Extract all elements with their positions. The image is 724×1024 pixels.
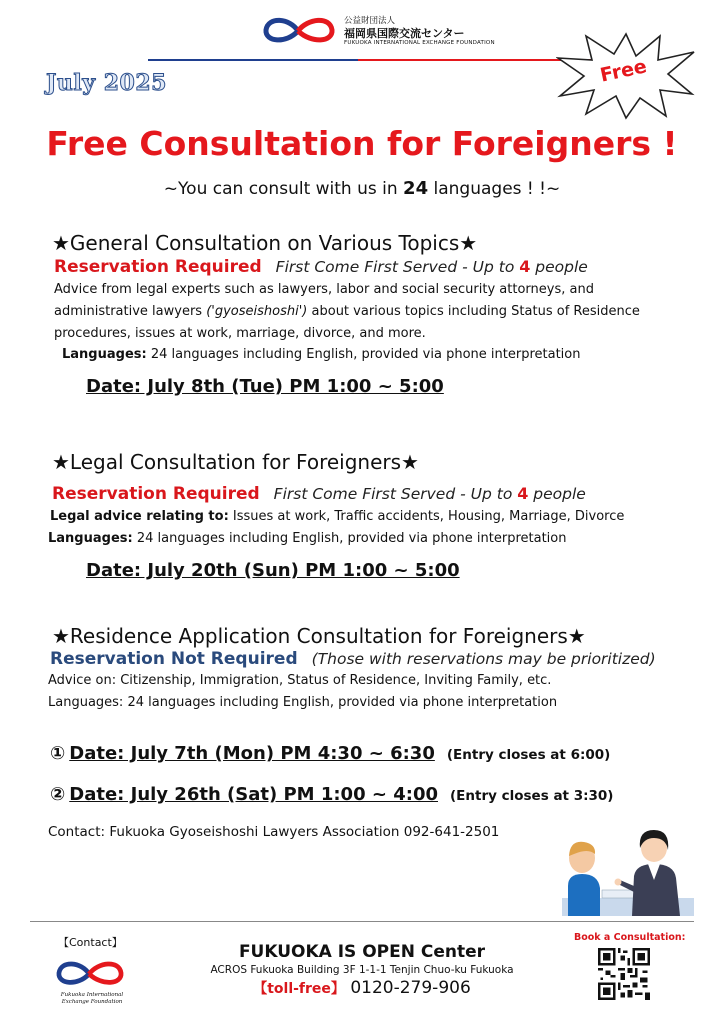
page-title: Free Consultation for Foreigners ! [46, 124, 678, 163]
general-languages: Languages: 24 languages including English, provided via phone interpretation [62, 347, 581, 362]
association-contact: Contact: Fukuoka Gyoseishoshi Lawyers Association 092-641-2501 [48, 824, 500, 840]
legal-advice: Legal advice relating to: Issues at work, Traffic accidents, Housing, Marriage, Divorce [50, 509, 625, 524]
general-desc-line-3: procedures, issues at work, marriage, divorce, and more. [54, 326, 426, 341]
free-badge-text: Free [598, 55, 649, 87]
foundation-logo-icon [262, 14, 336, 48]
legal-languages: Languages: 24 languages including English, provided via phone interpretation [48, 531, 567, 546]
residence-section-title: ★Residence Application Consultation for Foreigners★ [52, 624, 586, 648]
date-1-entry-note: (Entry closes at 6:00) [446, 747, 611, 763]
footer-logo-caption: Fukuoka International Exchange Foundation [60, 992, 124, 1005]
general-capacity-note: First Come First Served - Up to 4 people [275, 257, 588, 276]
org-name-jp: 福岡県国際交流センター [344, 27, 465, 40]
consultation-illustration-icon [562, 820, 694, 916]
general-desc-line-2: administrative lawyers ('gyoseishoshi') about various topics including Status of Residence [54, 304, 640, 319]
center-name: FUKUOKA IS OPEN Center [238, 942, 486, 962]
residence-reservation-status: Reservation Not Required [50, 649, 298, 669]
month-label: July 2025 [46, 70, 167, 96]
date-2-number: ② [50, 784, 66, 805]
residence-advice: Advice on: Citizenship, Immigration, Status of Residence, Inviting Family, etc. [48, 673, 552, 688]
toll-free-number: 0120-279-906 [344, 978, 471, 998]
legal-reservation-status: Reservation Required [52, 484, 260, 504]
footer-divider [30, 921, 694, 922]
org-type: 公益財団法人 [344, 16, 396, 26]
legal-date: Date: July 20th (Sun) PM 1:00 ~ 5:00 [86, 560, 460, 581]
legal-reservation [52, 484, 586, 504]
legal-section-title: ★Legal Consultation for Foreigners★ [52, 450, 419, 474]
org-name-en: FUKUOKA INTERNATIONAL EXCHANGE FOUNDATION [344, 40, 495, 46]
footer-contact-label: 【Contact】 [58, 936, 123, 949]
qr-code-icon[interactable] [598, 948, 650, 1000]
legal-capacity-note: First Come First Served - Up to 4 people [273, 484, 586, 503]
general-reservation [54, 257, 588, 277]
general-date: Date: July 8th (Tue) PM 1:00 ~ 5:00 [86, 376, 444, 397]
general-reservation-status: Reservation Required [54, 257, 262, 277]
date-2-entry-note: (Entry closes at 3:30) [450, 788, 614, 804]
header-rule-blue [148, 59, 358, 61]
general-description [54, 279, 640, 345]
toll-free-label: 【toll-free】 [253, 981, 345, 997]
free-badge [556, 30, 696, 120]
residence-priority-note: (Those with reservations may be prioritized) [311, 650, 656, 668]
date-1-number: ① [50, 743, 66, 764]
header [262, 12, 495, 52]
general-desc-line-1: Advice from legal experts such as lawyers, labor and social security attorneys, and [54, 282, 594, 297]
residence-languages: Languages: 24 languages including English, provided via phone interpretation [48, 695, 558, 710]
center-address: ACROS Fukuoka Building 3F 1-1-1 Tenjin Chuo-ku Fukuoka [210, 964, 514, 976]
residence-reservation [50, 649, 656, 669]
residence-date-2: ② Date: July 26th (Sat) PM 1:00 ~ 4:00 (Entry closes at 3:30) [50, 784, 614, 805]
book-consultation-label: Book a Consultation: [574, 932, 686, 943]
subtitle-pre: ~You can consult with us in [163, 179, 404, 199]
general-section-title: ★General Consultation on Various Topics★ [52, 231, 478, 255]
residence-date-1: ① Date: July 7th (Mon) PM 4:30 ~ 6:30 (Entry closes at 6:00) [50, 743, 611, 764]
subtitle-number: 24 [403, 178, 429, 199]
subtitle-post: languages ! !~ [428, 179, 561, 199]
page-subtitle [0, 178, 724, 199]
